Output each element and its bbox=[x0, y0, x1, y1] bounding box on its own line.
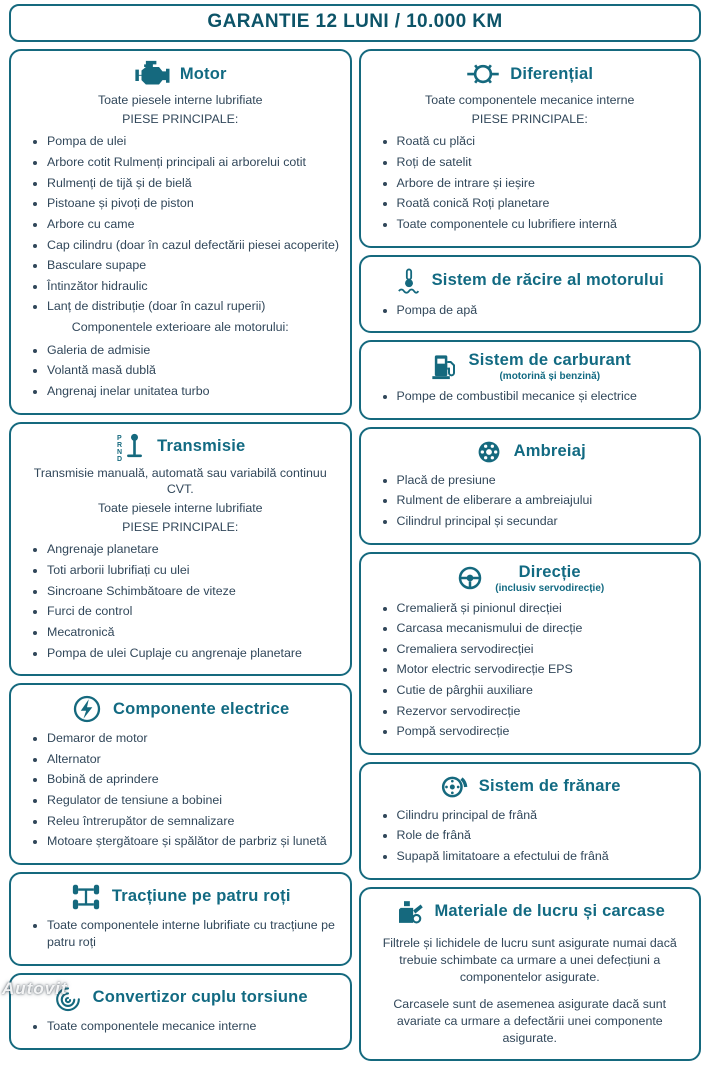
four-wheel-drive-icon bbox=[70, 883, 102, 911]
bullet-item: • Bobină de aprindere bbox=[47, 771, 340, 789]
coverage-paragraph: Carcasele sunt de asemenea asigurate dacă sunt avariate ca urmare a defectării unei componente asigurate. bbox=[393, 996, 667, 1046]
card-header bbox=[371, 898, 690, 926]
gear-shifter-icon bbox=[115, 433, 147, 461]
card-header bbox=[371, 351, 690, 382]
bullet-item: • Regulator de tensiune a bobinei bbox=[47, 792, 340, 810]
bullet-item: • Pompa de apă bbox=[397, 302, 690, 320]
intro-line: PIESE PRINCIPALE: bbox=[122, 111, 239, 126]
bullet-item: • Pistoane și pivoți de piston bbox=[47, 195, 340, 213]
svg-text:D: D bbox=[117, 455, 123, 461]
svg-text:R: R bbox=[117, 441, 123, 449]
card-title: Direcție bbox=[518, 562, 581, 581]
bullet-item: • Angrenaj inelar unitatea turbo bbox=[47, 383, 340, 401]
bullet-list bbox=[371, 133, 690, 233]
bullet-item: • Cremaliera servodirecției bbox=[397, 641, 690, 659]
card-header bbox=[371, 438, 690, 466]
bullet-item: • Angrenaje planetare bbox=[47, 541, 340, 559]
bullet-item: • Cilindrul principal și secundar bbox=[397, 513, 690, 531]
bullet-item: • Placă de presiune bbox=[397, 472, 690, 490]
bullet-item: • Sincroane Schimbătoare de viteze bbox=[47, 583, 340, 601]
bullet-item: • Toate componentele interne lubrifiate cu tracțiune pe patru roți bbox=[47, 917, 340, 952]
bullet-item: • Roată conică Roți planetare bbox=[397, 195, 690, 213]
bullet-list bbox=[371, 472, 690, 531]
bullet-item: • Alternator bbox=[47, 751, 340, 769]
subheading: Componentele exterioare ale motorului: bbox=[71, 319, 289, 334]
card-electrice bbox=[9, 683, 352, 865]
card-header bbox=[371, 266, 690, 296]
sheet-header bbox=[9, 4, 701, 42]
card-franare bbox=[359, 762, 702, 880]
intro-line: PIESE PRINCIPALE: bbox=[122, 519, 239, 534]
card-convertizor bbox=[9, 973, 352, 1050]
bullet-item: • Lanț de distribuție (doar în cazul ruperii) bbox=[47, 298, 340, 316]
bullet-item: • Rulment de eliberare a ambreiajului bbox=[397, 492, 690, 510]
bullet-item: • Pompe de combustibil mecanice și electrice bbox=[397, 388, 690, 406]
card-title: Diferențial bbox=[510, 64, 594, 83]
intro-line: PIESE PRINCIPALE: bbox=[471, 111, 588, 126]
bullet-item: • Toate componentele mecanice interne bbox=[47, 1018, 340, 1036]
card-carburant bbox=[359, 340, 702, 420]
card-subtitle: (inclusiv servodirecție) bbox=[495, 582, 605, 594]
bullet-item: • Role de frână bbox=[397, 827, 690, 845]
card-title: Sistem de răcire al motorului bbox=[431, 271, 664, 290]
page-title: GARANTIE 12 LUNI / 10.000 KM bbox=[207, 11, 503, 32]
brake-disc-icon bbox=[439, 773, 469, 801]
card-header bbox=[21, 60, 340, 88]
bullet-item: • Toate componentele cu lubrifiere internă bbox=[397, 216, 690, 234]
card-header bbox=[371, 60, 690, 88]
card-materiale bbox=[359, 887, 702, 1061]
spiral-icon bbox=[53, 984, 83, 1012]
engine-icon bbox=[134, 60, 170, 88]
bullet-list bbox=[21, 1018, 340, 1036]
bullet-item: • Roată cu plăci bbox=[397, 133, 690, 151]
bullet-item: • Motoare ștergătoare și spălător de parbriz și lunetă bbox=[47, 833, 340, 851]
oil-can-icon bbox=[394, 898, 424, 926]
bullet-list bbox=[21, 342, 340, 401]
bullet-list bbox=[21, 730, 340, 851]
bullet-item: • Motor electric servodirecție EPS bbox=[397, 661, 690, 679]
right-column bbox=[359, 49, 702, 1061]
bullet-item: • Mecatronică bbox=[47, 624, 340, 642]
bullet-item: • Demaror de motor bbox=[47, 730, 340, 748]
lightning-icon bbox=[71, 694, 103, 724]
bullet-item: • Cilindru principal de frână bbox=[397, 807, 690, 825]
bullet-item: • Roți de satelit bbox=[397, 154, 690, 172]
card-title: Ambreiaj bbox=[513, 442, 586, 461]
card-title: Sistem de carburant bbox=[468, 351, 631, 370]
card-header bbox=[21, 694, 340, 724]
bullet-item: • Volantă masă dublă bbox=[47, 362, 340, 380]
card-ambreiaj bbox=[359, 427, 702, 545]
bullet-item: • Carcasa mecanismului de direcție bbox=[397, 620, 690, 638]
bullet-item: • Cap cilindru (doar în cazul defectării piesei acoperite) bbox=[47, 237, 340, 255]
intro-line: Transmisie manuală, automată sau variabilă continuu CVT. bbox=[33, 465, 327, 497]
card-header bbox=[21, 433, 340, 461]
bullet-item: • Supapă limitatoare a efectului de frână bbox=[397, 848, 690, 866]
bullet-item: • Cremalieră și pinionul direcției bbox=[397, 600, 690, 618]
bullet-item: • Rezervor servodirecție bbox=[397, 703, 690, 721]
card-title: Convertizor cuplu torsiune bbox=[92, 988, 308, 1007]
bullet-list bbox=[21, 917, 340, 952]
card-title: Sistem de frănare bbox=[478, 777, 621, 796]
bullet-list bbox=[21, 133, 340, 315]
card-title: Tracțiune pe patru roți bbox=[111, 887, 291, 906]
bullet-item: • Cutie de pârghii auxiliare bbox=[397, 682, 690, 700]
bullet-item: • Pompa de ulei bbox=[47, 133, 340, 151]
bullet-item: • Pompă servodirecție bbox=[397, 723, 690, 741]
bullet-list bbox=[371, 807, 690, 866]
bullet-list bbox=[371, 388, 690, 406]
columns bbox=[9, 49, 701, 1061]
bullet-list bbox=[371, 600, 690, 741]
bullet-item: • Arbore cotit Rulmenți principali ai arborelui cotit bbox=[47, 154, 340, 172]
card-racire bbox=[359, 255, 702, 334]
bullet-list bbox=[371, 302, 690, 320]
card-title: Transmisie bbox=[157, 437, 246, 456]
bullet-item: • Pompa de ulei Cuplaje cu angrenaje planetare bbox=[47, 645, 340, 663]
steering-wheel-icon bbox=[455, 564, 485, 592]
bullet-item: • Arbore de intrare și ieșire bbox=[397, 175, 690, 193]
thermometer-icon bbox=[396, 266, 422, 296]
watermark: Autovit bbox=[2, 979, 68, 998]
bullet-item: • Galeria de admisie bbox=[47, 342, 340, 360]
svg-text:P: P bbox=[117, 434, 122, 442]
card-tractiune bbox=[9, 872, 352, 966]
card-header bbox=[21, 883, 340, 911]
bullet-item: • Basculare supape bbox=[47, 257, 340, 275]
intro-line: Toate componentele mecanice interne bbox=[425, 93, 635, 107]
differential-icon bbox=[466, 60, 500, 88]
left-column bbox=[9, 49, 352, 1050]
bullet-item: • Releu întrerupător de semnalizare bbox=[47, 813, 340, 831]
card-directie bbox=[359, 552, 702, 755]
intro-line: Toate piesele interne lubrifiate bbox=[97, 500, 263, 515]
clutch-disc-icon bbox=[474, 438, 504, 466]
intro-line: Toate piesele interne lubrifiate bbox=[97, 93, 263, 107]
card-motor bbox=[9, 49, 352, 415]
bullet-list bbox=[21, 541, 340, 662]
card-title: Materiale de lucru și carcase bbox=[434, 902, 665, 921]
bullet-item: • Toti arborii lubrifiați cu ulei bbox=[47, 562, 340, 580]
card-transmisie bbox=[9, 422, 352, 677]
bullet-item: • Rulmenți de tijă și de bielă bbox=[47, 175, 340, 193]
svg-text:N: N bbox=[117, 448, 123, 456]
bullet-item: • Furci de control bbox=[47, 603, 340, 621]
card-header bbox=[21, 984, 340, 1012]
card-diferential bbox=[359, 49, 702, 248]
card-header bbox=[371, 773, 690, 801]
fuel-pump-icon bbox=[429, 352, 459, 382]
bullet-item: • Întinzător hidraulic bbox=[47, 278, 340, 296]
card-title: Componente electrice bbox=[113, 699, 290, 718]
card-header bbox=[371, 563, 690, 594]
coverage-paragraph: Filtrele și lichidele de lucru sunt asigurate numai dacă trebuie schimbate ca urmare a unei defecțiuni a componentelor asigurate. bbox=[382, 935, 677, 985]
card-subtitle: (motorină și benzină) bbox=[499, 371, 601, 383]
bullet-item: • Arbore cu came bbox=[47, 216, 340, 234]
card-title: Motor bbox=[179, 64, 227, 83]
